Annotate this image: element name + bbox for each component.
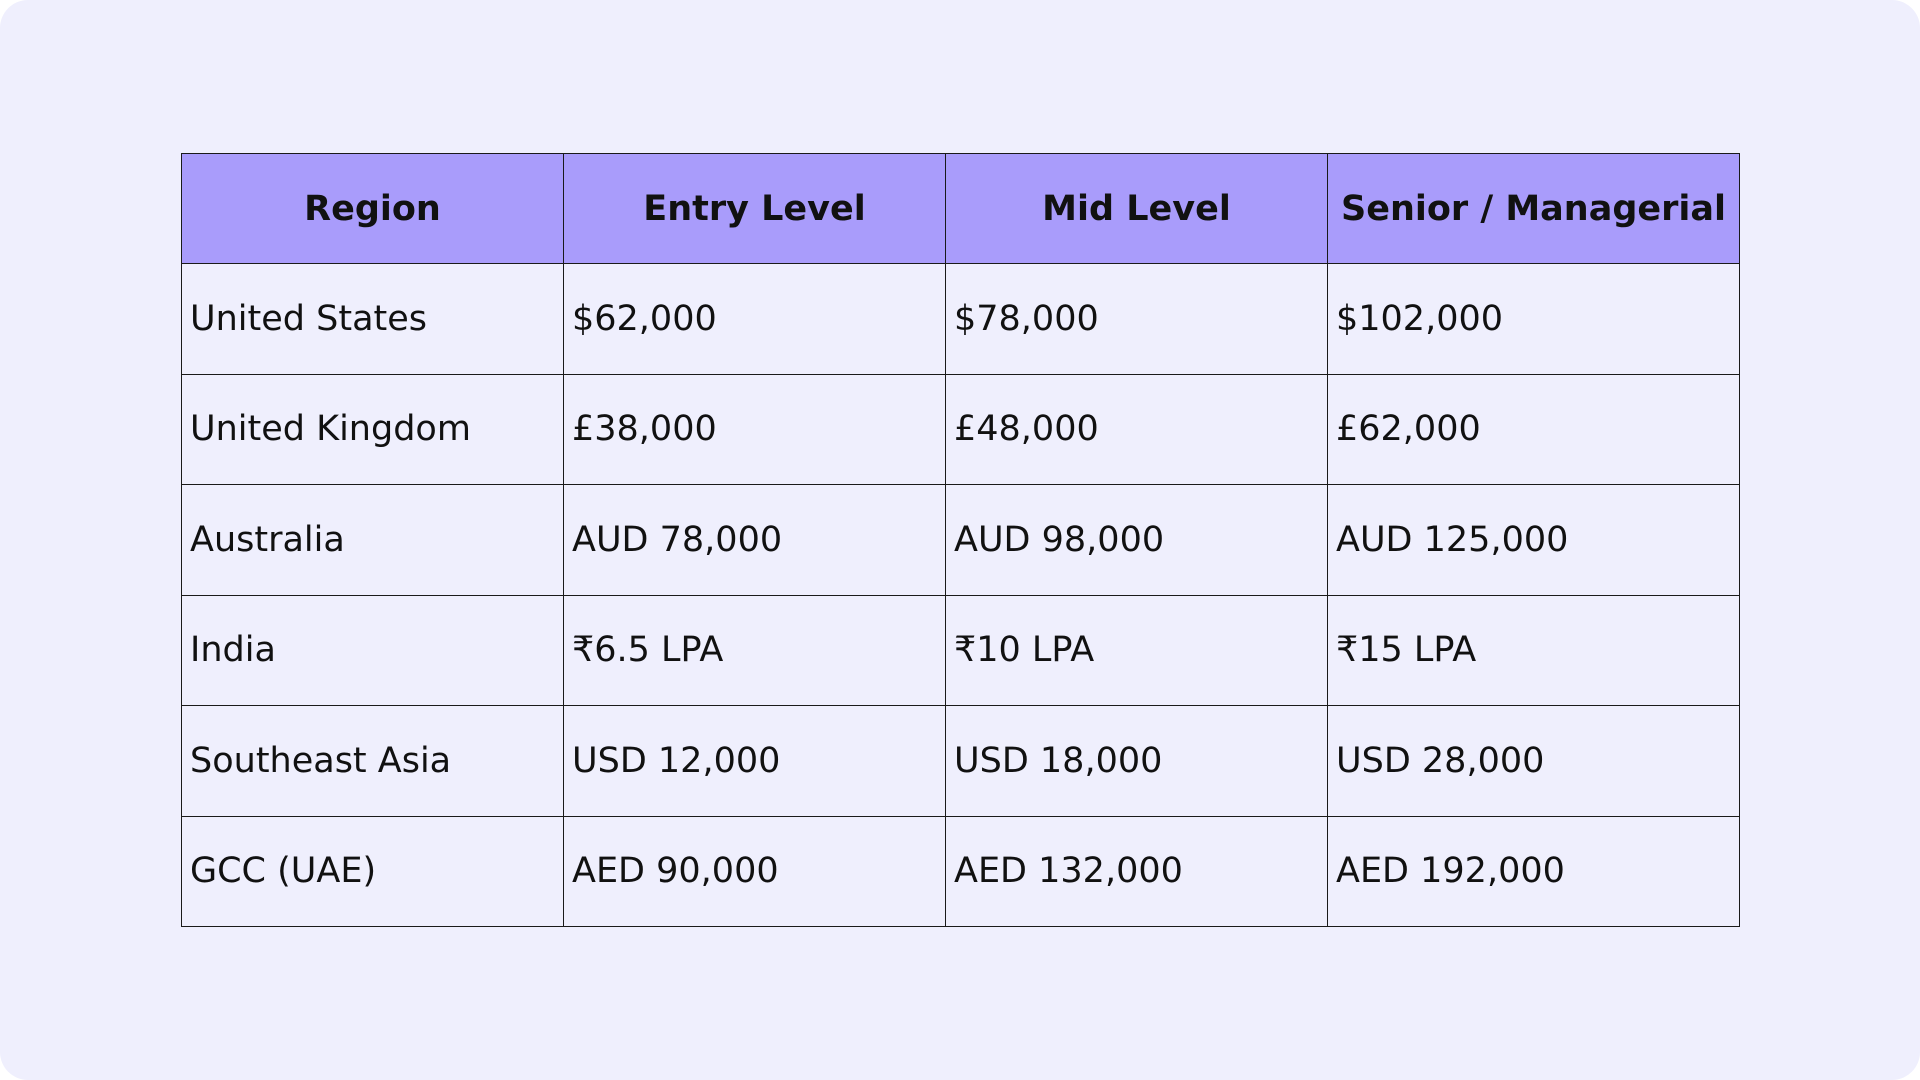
header-senior-managerial: Senior / Managerial: [1328, 154, 1740, 264]
cell-region: Australia: [182, 485, 564, 596]
cell-senior: £62,000: [1328, 374, 1740, 485]
cell-senior: AUD 125,000: [1328, 485, 1740, 596]
table-row: [182, 485, 1740, 596]
table-row: [182, 264, 1740, 375]
cell-region: India: [182, 595, 564, 706]
cell-senior: ₹15 LPA: [1328, 595, 1740, 706]
cell-entry: ₹6.5 LPA: [564, 595, 946, 706]
cell-mid: AUD 98,000: [946, 485, 1328, 596]
table-row: [182, 595, 1740, 706]
cell-senior: USD 28,000: [1328, 706, 1740, 817]
table-row: [182, 374, 1740, 485]
cell-region: GCC (UAE): [182, 816, 564, 927]
cell-mid: £48,000: [946, 374, 1328, 485]
cell-mid: AED 132,000: [946, 816, 1328, 927]
cell-entry: USD 12,000: [564, 706, 946, 817]
cell-mid: USD 18,000: [946, 706, 1328, 817]
table-row: [182, 706, 1740, 817]
cell-mid: $78,000: [946, 264, 1328, 375]
cell-mid: ₹10 LPA: [946, 595, 1328, 706]
table-header-row: [182, 154, 1740, 264]
header-region: Region: [182, 154, 564, 264]
cell-region: United Kingdom: [182, 374, 564, 485]
header-entry-level: Entry Level: [564, 154, 946, 264]
cell-region: Southeast Asia: [182, 706, 564, 817]
salary-table: [181, 153, 1740, 927]
cell-senior: $102,000: [1328, 264, 1740, 375]
cell-senior: AED 192,000: [1328, 816, 1740, 927]
header-mid-level: Mid Level: [946, 154, 1328, 264]
cell-entry: AED 90,000: [564, 816, 946, 927]
cell-entry: $62,000: [564, 264, 946, 375]
cell-region: United States: [182, 264, 564, 375]
table-row: [182, 816, 1740, 927]
cell-entry: AUD 78,000: [564, 485, 946, 596]
cell-entry: £38,000: [564, 374, 946, 485]
